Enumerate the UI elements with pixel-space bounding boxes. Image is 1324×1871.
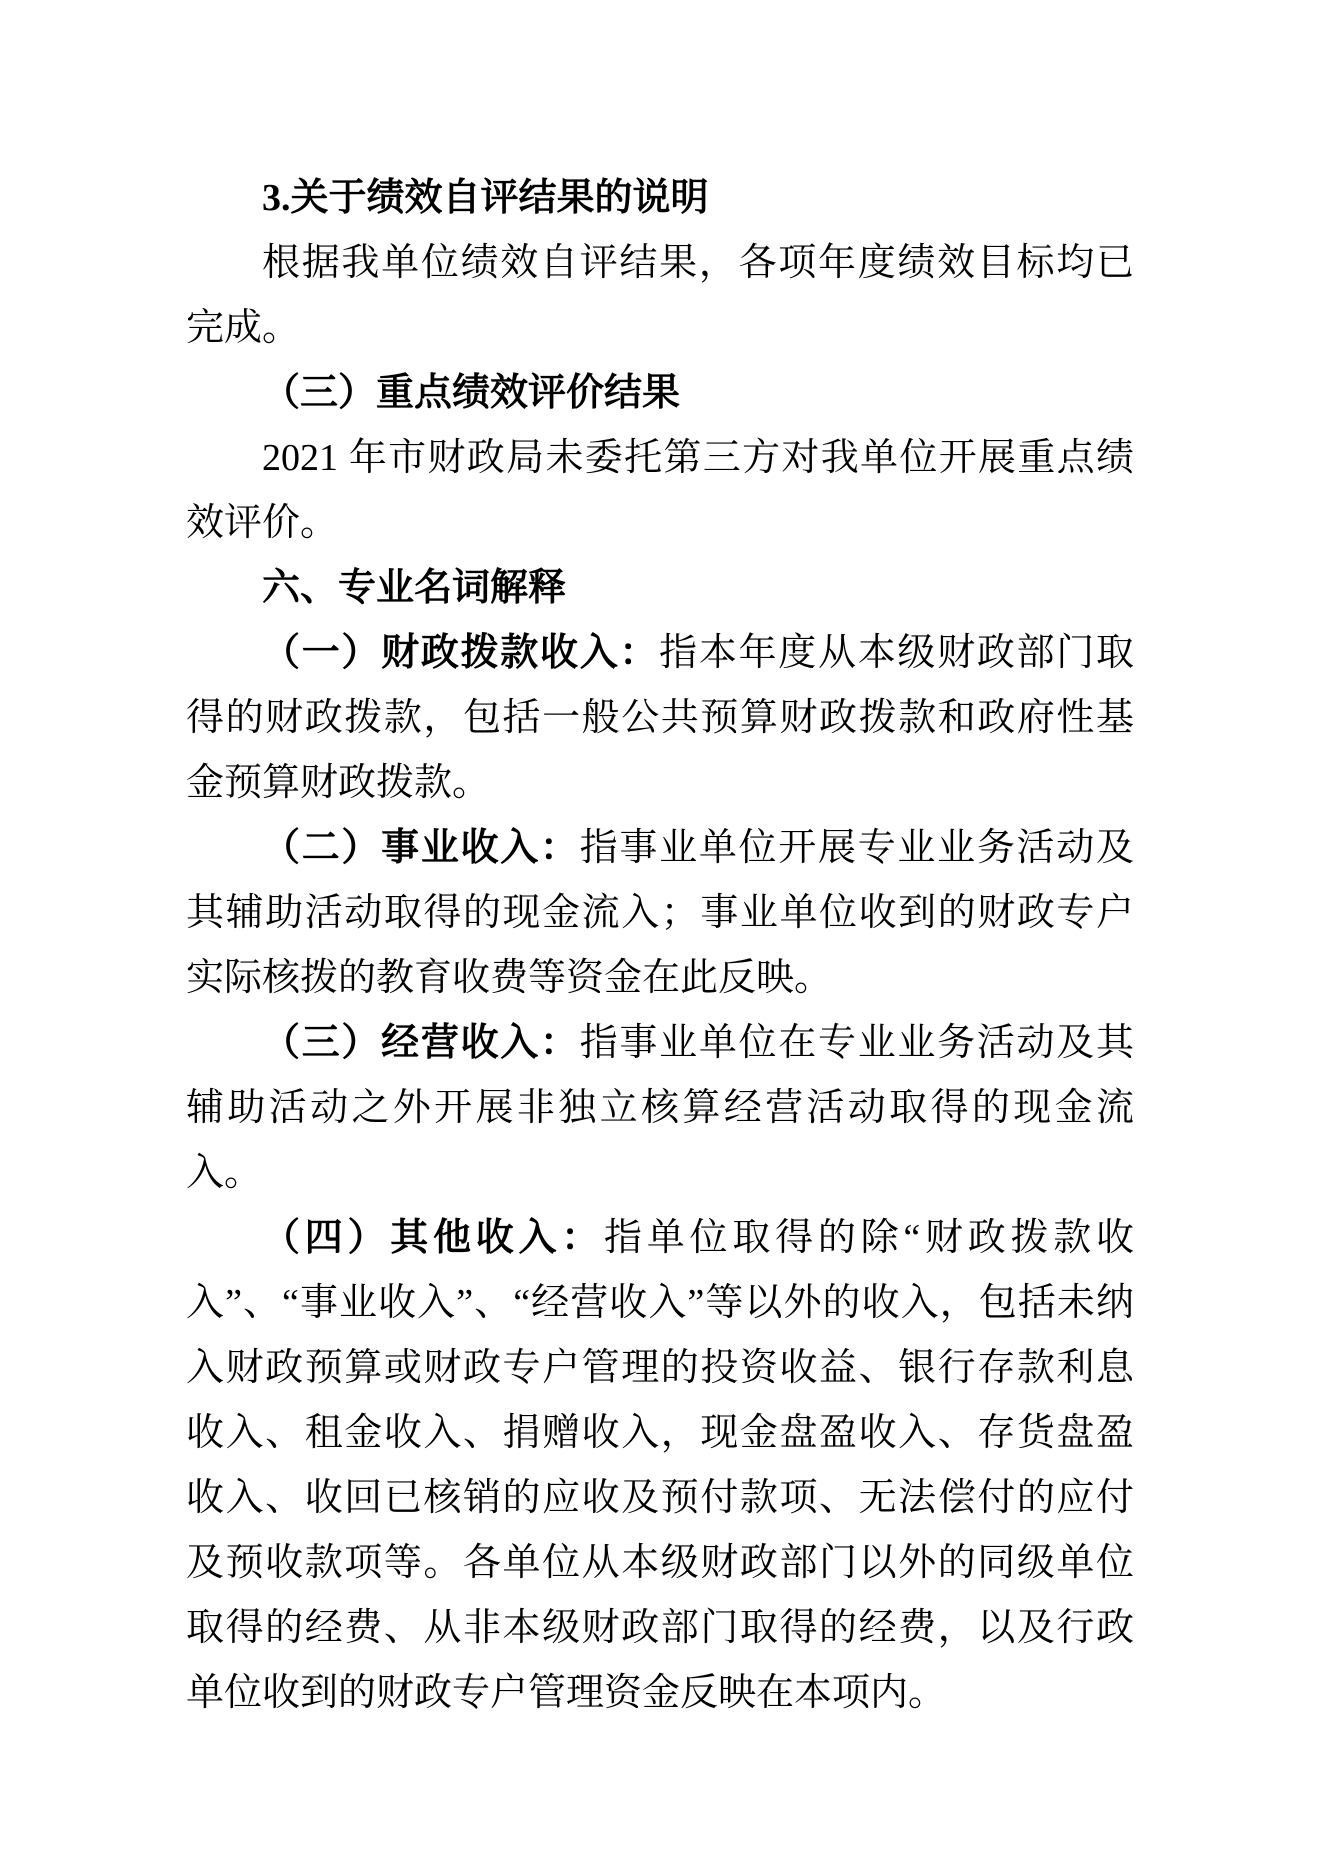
term-label: （二）事业收入：: [262, 827, 580, 869]
section-heading-key-performance-evaluation: [186, 361, 1134, 426]
paragraph-self-eval-result: [186, 231, 1134, 361]
paragraph-term-business-income: [186, 816, 1134, 1011]
section-heading-terminology: [186, 556, 1134, 621]
paragraph-key-performance-evaluation: [186, 426, 1134, 556]
term-label: （一）财政拨款收入：: [262, 632, 660, 674]
term-definition: 指事业单位在专业业务活动及其辅助活动之外开展非独立核算经营活动取得的现金流入。: [186, 1022, 1134, 1194]
text-run: 2021 年市财政局未委托第三方对我单位开展重点绩效评价。: [186, 437, 1134, 544]
term-label: （四）其他收入：: [262, 1217, 605, 1259]
text-run: 3.关于绩效自评结果的说明: [262, 177, 709, 219]
section-heading-self-eval-result-note: [186, 166, 1134, 231]
term-definition: 指单位取得的除“财政拨款收入”、“事业收入”、“经营收入”等以外的收入，包括未纳入财政预算或财政专户管理的投资收益、银行存款利息收入、租金收入、捐赠收入，现金盘盈收入、存货盘盈收入、收回已核销的应收及预付款项、无法偿付的应付及预收款项等。各单位从本级财政部门以外的同级单位取得的经费、从非本级财政部门取得的经费，以及行政单位收到的财政专户管理资金反映在本项内。: [186, 1217, 1134, 1714]
term-label: （三）经营收入：: [262, 1022, 580, 1064]
term-definition: 指本年度从本级财政部门取得的财政拨款，包括一般公共预算财政拨款和政府性基金预算财政拨款。: [186, 632, 1134, 804]
text-run: 六、专业名词解释: [262, 567, 567, 609]
paragraph-term-other-income: [186, 1206, 1134, 1726]
term-definition: 指事业单位开展专业业务活动及其辅助活动取得的现金流入；事业单位收到的财政专户实际核拨的教育收费等资金在此反映。: [186, 827, 1134, 999]
text-run: （三）重点绩效评价结果: [262, 372, 681, 414]
paragraph-term-fiscal-appropriation-income: [186, 621, 1134, 816]
paragraph-term-operating-income: [186, 1011, 1134, 1206]
text-run: 根据我单位绩效自评结果，各项年度绩效目标均已完成。: [186, 242, 1134, 349]
